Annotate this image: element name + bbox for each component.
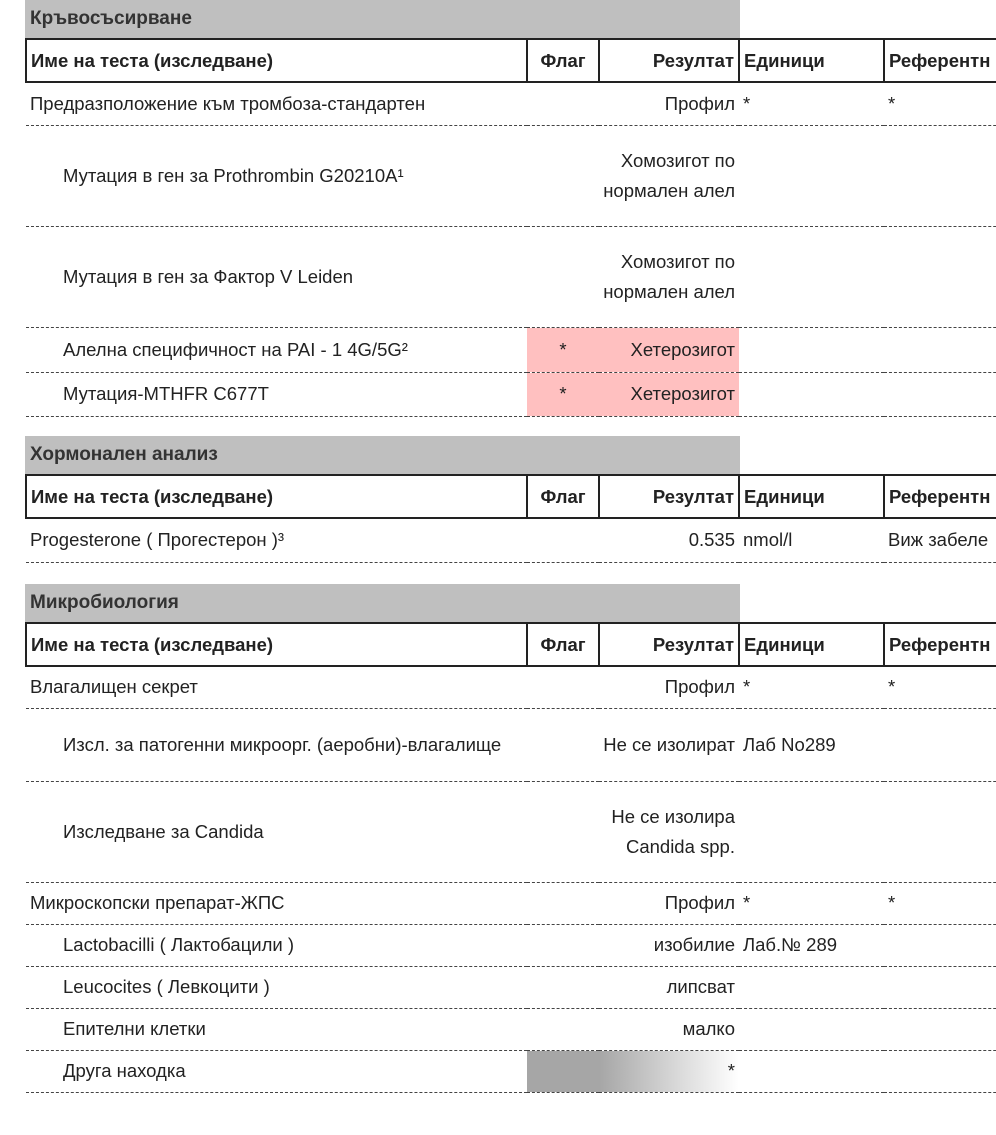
- reference-cell: [884, 125, 996, 226]
- column-header-flag: Флаг: [527, 475, 599, 518]
- table-row: [26, 125, 996, 226]
- units-cell: [739, 226, 884, 327]
- table-row: [26, 226, 996, 327]
- column-header-units: Единици: [739, 623, 884, 666]
- column-header-units: Единици: [739, 39, 884, 82]
- results-table: [25, 474, 996, 563]
- test-name: Алелна специфичност на PAI - 1 4G/5G²: [26, 327, 527, 372]
- test-name: Изследване за Candida: [26, 781, 527, 882]
- units-cell: *: [739, 82, 884, 125]
- flag-cell: [527, 125, 599, 226]
- units-cell: [739, 372, 884, 416]
- result-cell: Хетерозигот: [599, 327, 739, 372]
- table-row: [26, 666, 996, 708]
- column-header-name: Име на теста (изследване): [26, 475, 527, 518]
- table-header-row: [26, 623, 996, 666]
- test-name: Leucocites ( Левкоцити ): [26, 966, 527, 1008]
- test-name: Влагалищен секрет: [26, 666, 527, 708]
- result-cell: Не се изолира Candida spp.: [599, 781, 739, 882]
- column-header-flag: Флаг: [527, 623, 599, 666]
- column-header-name: Име на теста (изследване): [26, 623, 527, 666]
- flag-cell: *: [527, 327, 599, 372]
- result-cell: Хомозигот по нормален алел: [599, 125, 739, 226]
- test-name: Друга находка: [26, 1050, 527, 1092]
- table-row: [26, 372, 996, 416]
- result-cell: Профил: [599, 666, 739, 708]
- column-header-name: Име на теста (изследване): [26, 39, 527, 82]
- test-name: Lactobacilli ( Лактобацили ): [26, 924, 527, 966]
- units-cell: [739, 125, 884, 226]
- table-row: [26, 1050, 996, 1092]
- table-row: [26, 327, 996, 372]
- table-row: [26, 518, 996, 562]
- reference-cell: [884, 708, 996, 781]
- units-cell: [739, 966, 884, 1008]
- result-cell: Хетерозигот: [599, 372, 739, 416]
- flag-cell: [527, 781, 599, 882]
- flag-cell: [527, 708, 599, 781]
- results-table: [25, 38, 996, 417]
- test-name: Епителни клетки: [26, 1008, 527, 1050]
- test-name: Микроскопски препарат-ЖПС: [26, 882, 527, 924]
- column-header-reference: Референтн: [884, 475, 996, 518]
- column-header-reference: Референтн: [884, 39, 996, 82]
- units-cell: Лаб.№ 289: [739, 924, 884, 966]
- result-cell: Хомозигот по нормален алел: [599, 226, 739, 327]
- reference-cell: *: [884, 882, 996, 924]
- reference-cell: [884, 1050, 996, 1092]
- table-row: [26, 82, 996, 125]
- reference-cell: [884, 1008, 996, 1050]
- table-row: [26, 966, 996, 1008]
- table-row: [26, 781, 996, 882]
- results-table: [25, 622, 996, 1093]
- units-cell: *: [739, 882, 884, 924]
- column-header-flag: Флаг: [527, 39, 599, 82]
- column-header-result: Резултат: [599, 39, 739, 82]
- section-title: Хормонален анализ: [25, 436, 740, 474]
- section-title: Кръвосъсирване: [25, 0, 740, 38]
- flag-cell: [527, 882, 599, 924]
- column-header-result: Резултат: [599, 623, 739, 666]
- section-microbiology: [25, 584, 996, 1093]
- result-cell: Профил: [599, 882, 739, 924]
- table-header-row: [26, 39, 996, 82]
- section-title: Микробиология: [25, 584, 740, 622]
- flag-cell: [527, 82, 599, 125]
- table-row: [26, 882, 996, 924]
- reference-cell: [884, 781, 996, 882]
- result-cell: липсват: [599, 966, 739, 1008]
- column-header-units: Единици: [739, 475, 884, 518]
- flag-cell: [527, 226, 599, 327]
- result-cell: *: [599, 1050, 739, 1092]
- reference-cell: [884, 327, 996, 372]
- reference-cell: [884, 226, 996, 327]
- reference-cell: [884, 966, 996, 1008]
- test-name: Progesterone ( Прогестерон )³: [26, 518, 527, 562]
- test-name: Предразположение към тромбоза-стандартен: [26, 82, 527, 125]
- table-header-row: [26, 475, 996, 518]
- reference-cell: *: [884, 666, 996, 708]
- section-hormonal: [25, 436, 996, 563]
- flag-cell: *: [527, 372, 599, 416]
- column-header-reference: Референтн: [884, 623, 996, 666]
- test-name: Мутация в ген за Фактор V Leiden: [26, 226, 527, 327]
- units-cell: *: [739, 666, 884, 708]
- reference-cell: *: [884, 82, 996, 125]
- units-cell: [739, 781, 884, 882]
- result-cell: Профил: [599, 82, 739, 125]
- section-coagulation: [25, 0, 996, 417]
- column-header-result: Резултат: [599, 475, 739, 518]
- table-row: [26, 708, 996, 781]
- flag-cell: [527, 518, 599, 562]
- result-cell: Не се изолират: [599, 708, 739, 781]
- flag-cell: [527, 1050, 599, 1092]
- reference-cell: Виж забеле: [884, 518, 996, 562]
- units-cell: nmol/l: [739, 518, 884, 562]
- test-name: Мутация в ген за Prothrombin G20210A¹: [26, 125, 527, 226]
- result-cell: изобилие: [599, 924, 739, 966]
- units-cell: [739, 1050, 884, 1092]
- flag-cell: [527, 924, 599, 966]
- test-name: Изсл. за патогенни микроорг. (аеробни)-влагалище: [26, 708, 527, 781]
- table-row: [26, 1008, 996, 1050]
- flag-cell: [527, 1008, 599, 1050]
- reference-cell: [884, 924, 996, 966]
- units-cell: Лаб No289: [739, 708, 884, 781]
- table-row: [26, 924, 996, 966]
- test-name: Мутация-MTHFR C677T: [26, 372, 527, 416]
- units-cell: [739, 1008, 884, 1050]
- reference-cell: [884, 372, 996, 416]
- units-cell: [739, 327, 884, 372]
- flag-cell: [527, 666, 599, 708]
- flag-cell: [527, 966, 599, 1008]
- result-cell: малко: [599, 1008, 739, 1050]
- result-cell: 0.535: [599, 518, 739, 562]
